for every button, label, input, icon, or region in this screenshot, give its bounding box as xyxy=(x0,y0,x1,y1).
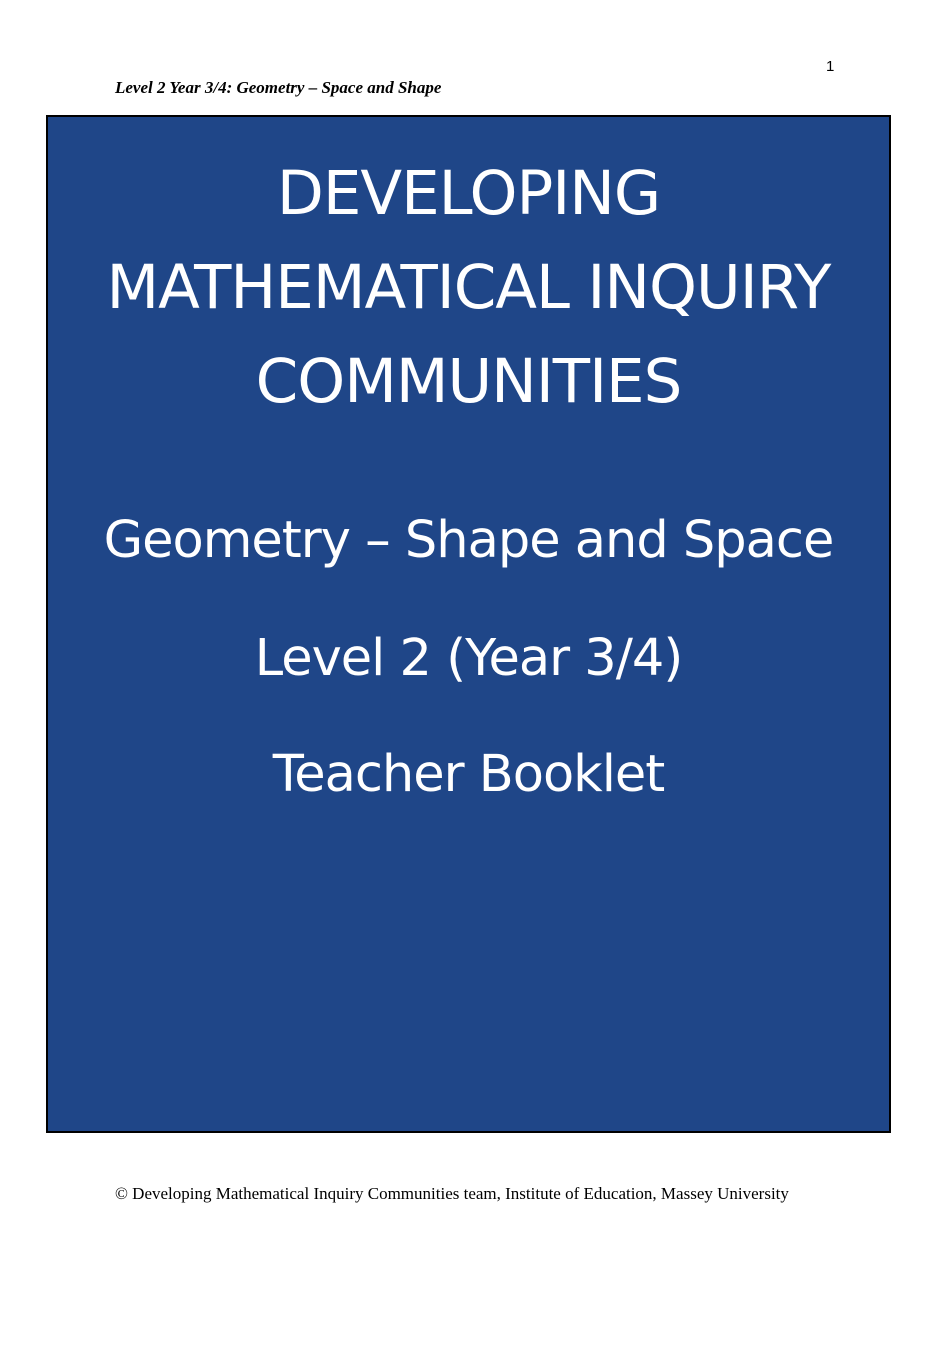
copyright-notice: © Developing Mathematical Inquiry Communities team, Institute of Education, Massey University xyxy=(115,1184,789,1203)
cover-title-line-2: MATHEMATICAL INQUIRY xyxy=(106,252,831,323)
cover-level: Level 2 (Year 3/4) xyxy=(254,629,683,688)
page-number: 1 xyxy=(826,58,835,75)
running-header: Level 2 Year 3/4: Geometry – Space and Shape xyxy=(115,78,442,97)
cover-subject: Geometry – Shape and Space xyxy=(103,511,834,570)
cover-title-line-3: COMMUNITIES xyxy=(255,346,682,417)
cover-panel xyxy=(46,115,891,1133)
cover-title-line-1: DEVELOPING xyxy=(276,158,661,229)
cover-title xyxy=(48,147,889,429)
cover-booklet-type: Teacher Booklet xyxy=(272,745,665,804)
